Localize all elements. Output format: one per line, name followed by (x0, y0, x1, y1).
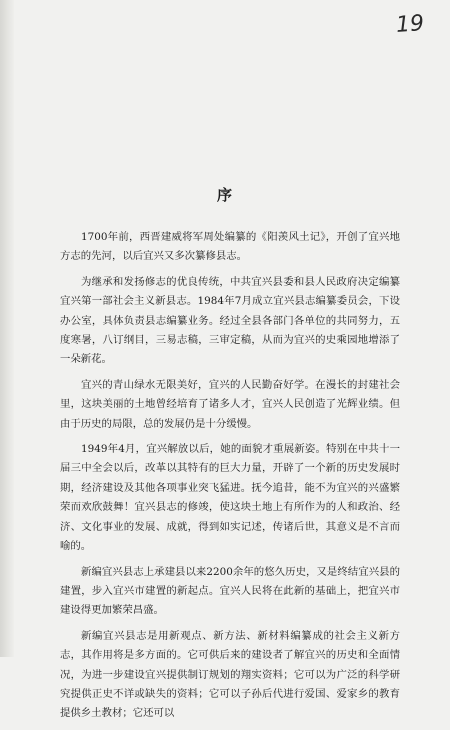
paragraph: 新编宜兴县志是用新观点、新方法、新材料编纂成的社会主义新方志，其作用将是多方面的。它可供后来的建设者了解宜兴的历史和全面情况，为进一步建设宜兴提供制订规划的翔实资料；它可以为广泛的科学研究提供正史不详或缺失的资料；它可以子孙后代进行爱国、爱家乡的教育提供乡土教材；它还可以 (60, 629, 400, 720)
paragraph: 为继承和发扬修志的优良传统，中共宜兴县委和县人民政府决定编纂宜兴第一部社会主义新县志。1984年7月成立宜兴县志编纂委员会，下设办公室，具体负责县志编纂业务。经过全县各部门各单位的共同努力，五度寒暑，八订纲目，三易志稿，三审定稿，从而为宜兴的史乘园地增添了一朵新花。 (60, 275, 400, 366)
page-number: 19 (395, 11, 425, 38)
paragraph: 新编宜兴县志上承建县以来2200余年的悠久历史，又是终结宜兴县的建置，步入宜兴市建置的新起点。宜兴人民将在此新的基础上，把宜兴市建设得更加繁荣昌盛。 (60, 565, 400, 617)
preface-title: 序 (216, 186, 233, 204)
binding-edge (0, 0, 14, 657)
paragraph: 1700年前，西晋建威将军周处编纂的《阳羡风土记》，开创了宜兴地方志的先河，以后宜兴又多次纂修县志。 (60, 231, 400, 263)
preface-body (60, 228, 400, 730)
paragraph: 1949年4月，宜兴解放以后，她的面貌才重展新姿。特别在中共十一届三中全会以后，改革以其特有的巨大力量，开辟了一个新的历史发展时期，经济建设及其他各项事业突飞猛进。抚今追昔，能不为宜兴的兴盛繁荣而欢欣鼓舞！宜兴县志的修竣，使这块土地上有所作为的人和政治、经济、文化事业的发展、成就，得到如实记述，传诸后世，其意义是不言而喻的。 (60, 443, 400, 553)
paragraph: 宜兴的青山绿水无限美好，宜兴的人民勤奋好学。在漫长的封建社会里，这块美丽的土地曾经培育了诸多人才，宜兴人民创造了光辉业绩。但由于历史的局限，总的发展仍是十分缓慢。 (60, 378, 400, 430)
